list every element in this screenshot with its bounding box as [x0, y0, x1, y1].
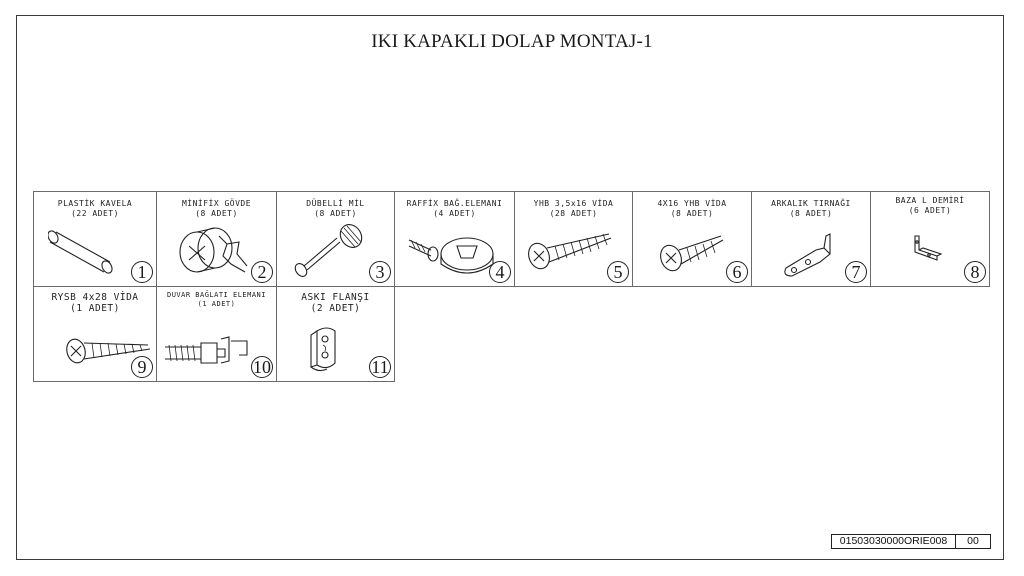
- part-cell-4: [394, 191, 515, 287]
- part-number: 10: [253, 357, 271, 377]
- part-number: 9: [131, 356, 153, 378]
- part-cell-2: [156, 191, 277, 287]
- part-label: PLASTİK KAVELA (22 ADET): [57, 199, 133, 218]
- part-label: BAZA L DEMİRİ (6 ADET): [895, 196, 965, 215]
- part-number: 4: [489, 261, 511, 283]
- part-label: MİNİFİX GÖVDE (8 ADET): [181, 199, 252, 218]
- raffix-connector-icon: [405, 224, 497, 280]
- part-number: 6: [726, 261, 748, 283]
- part-cell-10: [156, 286, 277, 382]
- minifix-body-icon: [175, 222, 255, 280]
- part-number: 5: [607, 261, 629, 283]
- part-label: 4X16 YHB VİDA (8 ADET): [657, 199, 727, 218]
- part-label: YHB 3,5x16 VİDA (28 ADET): [533, 199, 614, 218]
- part-number: 3: [369, 261, 391, 283]
- part-label: RYSB 4x28 VİDA (1 ADET): [51, 292, 139, 314]
- part-cell-3: [276, 191, 395, 287]
- wall-anchor-icon: [161, 333, 257, 367]
- screw-icon: [657, 228, 727, 274]
- part-label: DUVAR BAĞLATI ELEMANI (1 ADET): [166, 291, 266, 308]
- part-cell-1: [33, 191, 157, 287]
- part-cell-9: [33, 286, 157, 382]
- part-number: 8: [964, 261, 986, 283]
- part-label: DÜBELLİ MİL (8 ADET): [306, 199, 365, 218]
- dowel-bolt-icon: [289, 222, 369, 280]
- document-code: 01503030000ORIE008: [831, 534, 956, 549]
- part-cell-7: [751, 191, 871, 287]
- hanger-flange-icon: [305, 323, 349, 375]
- dowel-icon: [48, 222, 128, 278]
- part-cell-6: [632, 191, 752, 287]
- part-cell-5: [514, 191, 633, 287]
- l-bracket-icon: [909, 232, 949, 264]
- part-cell-11: [276, 286, 395, 382]
- screw-icon: [525, 226, 615, 274]
- part-label: ARKALIK TIRNAĞI (8 ADET): [771, 199, 851, 218]
- part-label: ASKI FLANŞI (2 ADET): [301, 292, 370, 314]
- part-number: 1: [131, 261, 153, 283]
- revision-number: 00: [955, 534, 991, 549]
- back-panel-clip-icon: [780, 228, 840, 278]
- part-label: RAFFİX BAĞ.ELEMANI (4 ADET): [406, 199, 503, 218]
- part-number: 2: [251, 261, 273, 283]
- page-title: IKI KAPAKLI DOLAP MONTAJ-1: [371, 31, 653, 52]
- part-cell-8: [870, 191, 990, 287]
- part-number: 7: [845, 261, 867, 283]
- part-number: 11: [369, 356, 391, 378]
